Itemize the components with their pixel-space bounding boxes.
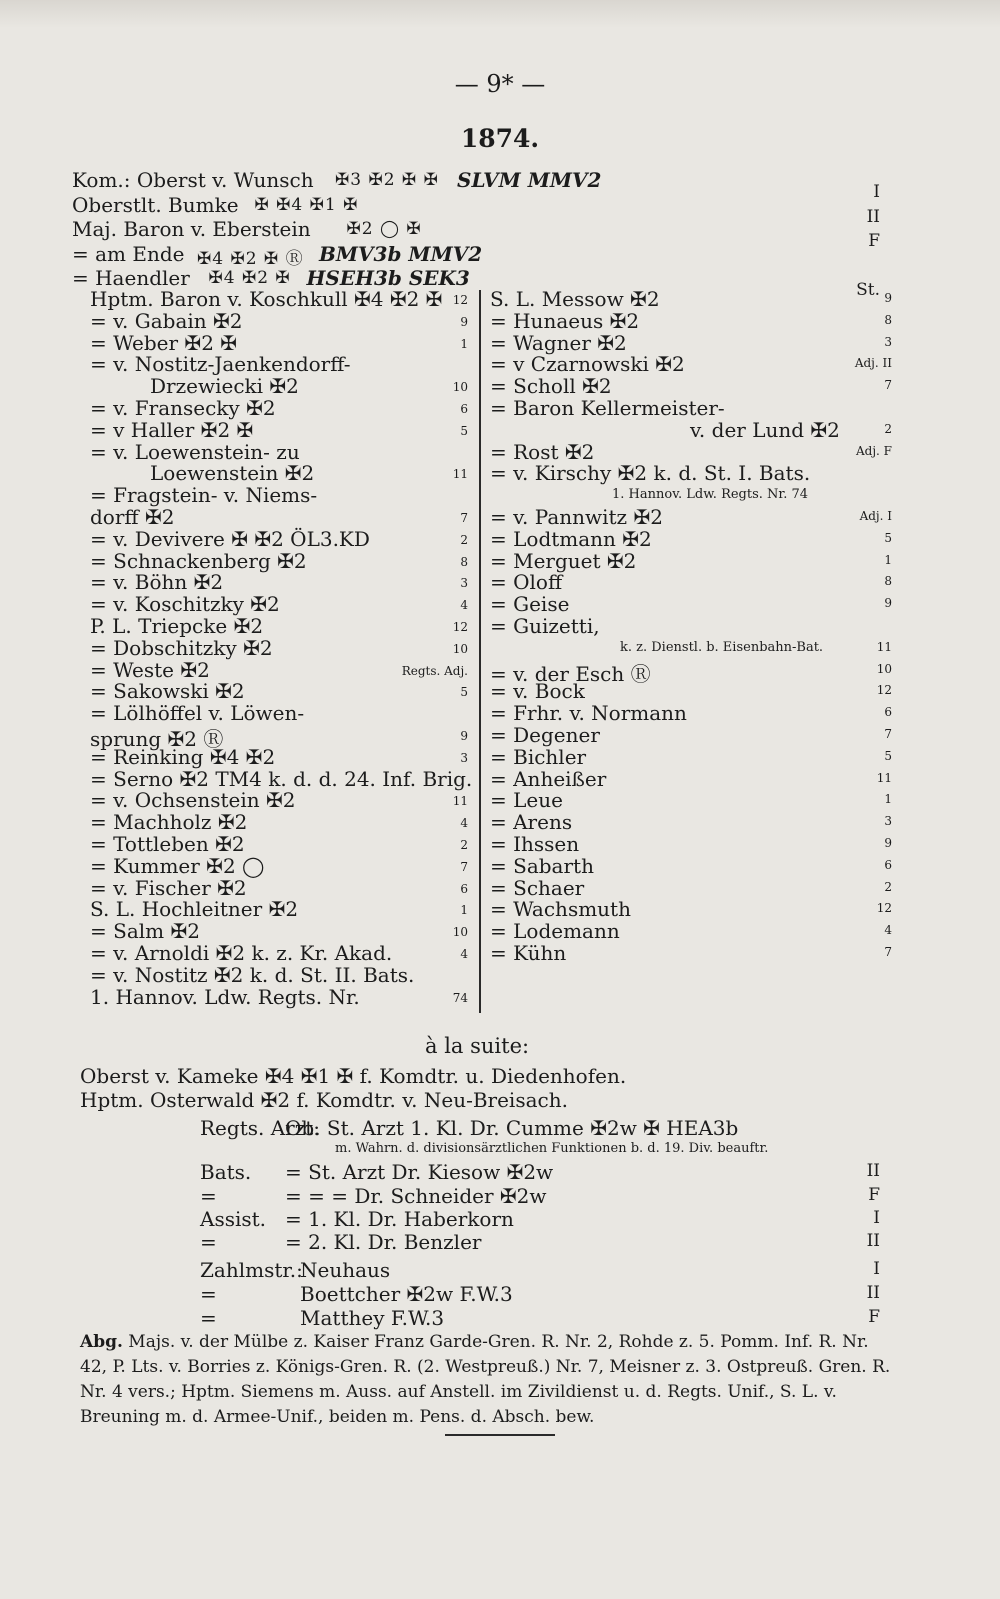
- roster-company-number: 1: [460, 903, 468, 918]
- medical-entry: Ob. St. Arzt 1. Kl. Dr. Cumme ✠2w ✠ HEA3b: [285, 1116, 739, 1140]
- roster-entry: 1. Hannov. Ldw. Regts. Nr.: [90, 984, 360, 1009]
- roster-entry: k. z. Dienstl. b. Eisenbahn-Bat.: [620, 639, 824, 655]
- roster-company-number: 10: [452, 925, 468, 940]
- roster-company-number: 4: [460, 947, 468, 961]
- roster-company-number: 7: [460, 511, 468, 525]
- roster-company-number: 74: [452, 990, 468, 1005]
- staff-name: = am Ende: [72, 241, 185, 266]
- roster-company-number: 12: [452, 620, 468, 634]
- roster-company-number: 5: [884, 748, 892, 763]
- roster-company-number: 3: [884, 334, 892, 349]
- paymaster-label: =: [200, 1306, 217, 1330]
- roster-entry: Loewenstein ✠2: [150, 461, 315, 486]
- roster-entry: = Oloff: [490, 570, 563, 595]
- roster-entry: = Lodtmann ✠2: [490, 526, 652, 551]
- roster-entry: = Schnackenberg ✠2: [90, 548, 307, 573]
- page-fold-shadow: [0, 0, 1000, 28]
- staff-codes: SLVM MMV2: [457, 168, 602, 192]
- medical-label: Regts. Arzt:: [200, 1116, 321, 1140]
- roster-entry: = Tottleben ✠2: [90, 832, 245, 856]
- roster-entry: = Baron Kellermeister-: [490, 396, 725, 420]
- roster-entry: = Frhr. v. Normann: [490, 701, 687, 726]
- roster-company-number: 6: [460, 881, 468, 896]
- roster-company-number: 9: [460, 314, 468, 329]
- roster-entry: = v. Ochsenstein ✠2: [90, 788, 296, 813]
- roster-company-number: 7: [884, 945, 892, 959]
- roster-company-number: 9: [460, 729, 468, 743]
- roster-company-number: Adj. I: [859, 509, 892, 523]
- roster-entry: = Dobschitzky ✠2: [90, 635, 273, 660]
- a-la-suite-row: Oberst v. Kameke ✠4 ✠1 ✠ f. Komdtr. u. Diedenhofen.: [80, 1064, 627, 1088]
- staff-unit: I: [873, 182, 880, 202]
- roster-entry: = v. Fischer ✠2: [90, 875, 247, 900]
- staff-orders: ✠2 ◯ ✠: [346, 219, 422, 239]
- roster-company-number: 4: [460, 598, 468, 613]
- bottom-rule: [445, 1434, 555, 1436]
- roster-company-number: 2: [460, 532, 468, 547]
- roster-entry: = Wagner ✠2: [490, 330, 627, 355]
- medical-entry: = St. Arzt Dr. Kiesow ✠2w: [285, 1160, 554, 1184]
- roster-entry: = Weber ✠2 ✠: [90, 330, 238, 355]
- roster-entry: = Lölhöffel v. Löwen-: [90, 701, 305, 726]
- roster-company-number: 9: [884, 596, 892, 611]
- medical-unit: II: [866, 1161, 880, 1181]
- roster-entry: = v. der Esch Ⓡ: [490, 661, 651, 686]
- roster-entry: = Bichler: [490, 744, 587, 769]
- roster-company-number: 6: [884, 857, 892, 872]
- roster-company-number: 8: [884, 574, 892, 589]
- roster-company-number: 12: [452, 293, 468, 307]
- roster-company-number: 5: [460, 423, 468, 438]
- staff-codes: BMV3b MMV2: [319, 241, 483, 266]
- roster-entry: = v. Koschitzky ✠2: [90, 592, 280, 617]
- column-divider: [479, 290, 481, 1013]
- roster-entry: = v. Devivere ✠ ✠2 ÖL3.KD: [90, 526, 370, 551]
- roster-entry: dorff ✠2: [90, 505, 175, 529]
- roster-entry: = v. Pannwitz ✠2: [490, 505, 663, 529]
- roster-company-number: 11: [876, 770, 892, 785]
- roster-entry: v. der Lund ✠2: [690, 417, 840, 442]
- medical-entry: = = = Dr. Schneider ✠2w: [285, 1184, 547, 1208]
- roster-entry: = v. Nostitz ✠2 k. d. St. II. Bats.: [90, 962, 415, 987]
- roster-company-number: Adj. F: [855, 443, 892, 458]
- roster-entry: = Kühn: [490, 941, 567, 965]
- roster-entry: = Reinking ✠4 ✠2: [90, 744, 276, 769]
- medical-unit: I: [873, 1208, 880, 1228]
- roster-company-number: 10: [452, 380, 468, 395]
- roster-company-number: 9: [884, 836, 892, 850]
- roster-company-number: 2: [460, 838, 468, 852]
- roster-entry: = Kummer ✠2 ◯: [90, 853, 265, 878]
- roster-entry: sprung ✠2 Ⓡ: [90, 727, 224, 751]
- paymaster-label: Zahlmstr.:: [200, 1258, 303, 1282]
- staff-unit: F: [868, 231, 880, 251]
- roster-entry: S. L. Messow ✠2: [490, 287, 660, 311]
- roster-entry: = Merguet ✠2: [490, 548, 637, 573]
- roster-company-number: 6: [460, 402, 468, 416]
- roster-company-number: 11: [876, 639, 892, 654]
- roster-company-number: 3: [884, 814, 892, 829]
- roster-company-number: 3: [460, 750, 468, 765]
- staff-orders: ✠3 ✠2 ✠ ✠: [335, 170, 439, 190]
- paymaster-name: Matthey F.W.3: [300, 1306, 445, 1330]
- roster-entry: = Arens: [490, 810, 573, 835]
- roster-entry: P. L. Triepcke ✠2: [90, 614, 264, 638]
- paymaster-label: =: [200, 1282, 217, 1306]
- roster-entry: = Sabarth: [490, 853, 594, 878]
- roster-company-number: 1: [884, 792, 892, 807]
- roster-entry: = Scholl ✠2: [490, 374, 612, 399]
- roster-company-number: 8: [460, 554, 468, 569]
- roster-company-number: 2: [884, 421, 892, 436]
- departures-label: Abg.: [80, 1332, 123, 1352]
- roster-entry: = Sakowski ✠2: [90, 679, 245, 704]
- roster-entry: = v. Loewenstein- zu: [90, 439, 300, 464]
- medical-entry: = 2. Kl. Dr. Benzler: [285, 1230, 482, 1254]
- paymaster-unit: I: [873, 1259, 880, 1279]
- staff-name: Maj. Baron v. Eberstein: [72, 217, 311, 241]
- roster-entry: = Anheißer: [490, 766, 607, 791]
- departures-text: Majs. v. der Mülbe z. Kaiser Franz Garde-Gren. R. Nr. 2, Rohde z. 5. Pomm. Inf. R. Nr. 42, P. Lts. v. Borries z. Königs-Gren. R. (2. Westpreuß.) Nr. 7, Meisner z. 3. Ostpreuß. Gren. R. Nr. 4 vers.; Hptm. Siemens m. Auss. auf Anstell. im Zivildienst u. d. Regts. Unif., S. L. v. Breuning m. d. Armee-Unif., beiden m. Pens. d. Absch. bew.: [80, 1332, 891, 1427]
- roster-entry: = Rost ✠2: [490, 439, 595, 464]
- roster-entry: = Geise: [490, 592, 570, 617]
- staff-orders: ✠ ✠4 ✠1 ✠: [254, 194, 359, 215]
- medical-note: m. Wahrn. d. divisionsärztlichen Funktionen b. d. 19. Div. beauftr.: [335, 1141, 769, 1156]
- roster-company-number: 1: [884, 552, 892, 567]
- roster-company-number: 7: [884, 727, 892, 741]
- roster-entry: = Degener: [490, 723, 600, 747]
- roster-entry: = Machholz ✠2: [90, 810, 248, 835]
- roster-entry: = Ihssen: [490, 832, 580, 856]
- staff-codes: HSEH3b SEK3: [306, 266, 470, 290]
- roster-entry: = v. Nostitz-Jaenkendorff-: [90, 352, 351, 377]
- staff-name: Oberstlt. Bumke: [72, 192, 239, 217]
- roster-company-number: 3: [460, 576, 468, 591]
- roster-company-number: 9: [884, 291, 892, 305]
- roster-entry: = Hunaeus ✠2: [490, 308, 640, 333]
- staff-orders: ✠4 ✠2 ✠: [208, 268, 291, 288]
- roster-entry: S. L. Hochleitner ✠2: [90, 897, 299, 922]
- roster-company-number: Adj. II: [854, 356, 892, 371]
- roster-company-number: 11: [452, 794, 468, 809]
- paymaster-unit: F: [868, 1307, 880, 1327]
- roster-entry: = v. Böhn ✠2: [90, 570, 224, 595]
- roster-company-number: 7: [884, 378, 892, 393]
- roster-company-number: 4: [884, 923, 892, 938]
- roster-entry: = v. Fransecky ✠2: [90, 396, 276, 420]
- roster-company-number: 4: [460, 816, 468, 831]
- roster-company-number: 10: [452, 641, 468, 656]
- medical-label: =: [200, 1184, 217, 1208]
- roster-entry: = v. Bock: [490, 679, 585, 704]
- roster-company-number: 11: [452, 467, 468, 482]
- paymaster-name: Boettcher ✠2w F.W.3: [300, 1282, 513, 1306]
- roster-company-number: 2: [884, 879, 892, 894]
- page-number: — 9* —: [454, 70, 546, 98]
- medical-label: =: [200, 1230, 217, 1254]
- roster-company-number: 6: [884, 705, 892, 720]
- medical-unit: F: [868, 1185, 880, 1205]
- roster-company-number: 5: [884, 530, 892, 545]
- roster-entry: Drzewiecki ✠2: [150, 374, 299, 399]
- staff-name: = Haendler: [72, 266, 190, 290]
- roster-entry: = Guizetti,: [490, 614, 600, 638]
- roster-entry: = Schaer: [490, 875, 585, 900]
- medical-label: Assist.: [200, 1207, 267, 1231]
- roster-company-number: 1: [460, 336, 468, 351]
- roster-entry: 1. Hannov. Ldw. Regts. Nr. 74: [612, 487, 808, 503]
- roster-entry: = v. Arnoldi ✠2 k. z. Kr. Akad.: [90, 941, 393, 965]
- roster-entry: = Serno ✠2 TM4 k. d. d. 24. Inf. Brig.: [90, 766, 473, 791]
- departures-note: [80, 1330, 900, 1430]
- roster-entry: = Weste ✠2: [90, 657, 210, 682]
- roster-entry: Hptm. Baron v. Koschkull ✠4 ✠2 ✠: [90, 287, 443, 311]
- roster-entry: = Wachsmuth: [490, 897, 631, 922]
- roster-company-number: 12: [876, 901, 892, 916]
- roster-entry: = Fragstein- v. Niems-: [90, 483, 318, 508]
- year-heading: 1874.: [460, 124, 540, 153]
- staff-name: Kom.: Oberst v. Wunsch: [72, 168, 314, 192]
- roster-company-number: 7: [460, 859, 468, 874]
- roster-company-number: 10: [876, 661, 892, 676]
- roster-company-number: 12: [876, 683, 892, 698]
- roster-company-number: 8: [884, 312, 892, 327]
- a-la-suite-heading: à la suite:: [425, 1034, 530, 1058]
- staff-orders: ✠4 ✠2 ✠ Ⓡ: [197, 248, 304, 269]
- roster-entry: = Leue: [490, 788, 563, 813]
- medical-entry: = 1. Kl. Dr. Haberkorn: [285, 1207, 514, 1231]
- roster-company-number: Regts. Adj.: [401, 663, 468, 678]
- roster-company-number: 5: [460, 685, 468, 700]
- paymaster-name: Neuhaus: [300, 1258, 391, 1282]
- roster-entry: = v. Kirschy ✠2 k. d. St. I. Bats.: [490, 461, 811, 486]
- roster-entry: = v. Gabain ✠2: [90, 308, 243, 333]
- staff-unit: II: [866, 206, 880, 227]
- a-la-suite-row: Hptm. Osterwald ✠2 f. Komdtr. v. Neu-Breisach.: [80, 1088, 568, 1112]
- paymaster-unit: II: [866, 1283, 880, 1303]
- medical-label: Bats.: [200, 1160, 252, 1184]
- roster-entry: = Lodemann: [490, 919, 620, 944]
- roster-entry: = v Czarnowski ✠2: [490, 352, 685, 377]
- medical-unit: II: [866, 1231, 880, 1251]
- staff-unit: St.: [856, 280, 880, 300]
- roster-entry: = Salm ✠2: [90, 919, 200, 944]
- roster-entry: = v Haller ✠2 ✠: [90, 417, 254, 442]
